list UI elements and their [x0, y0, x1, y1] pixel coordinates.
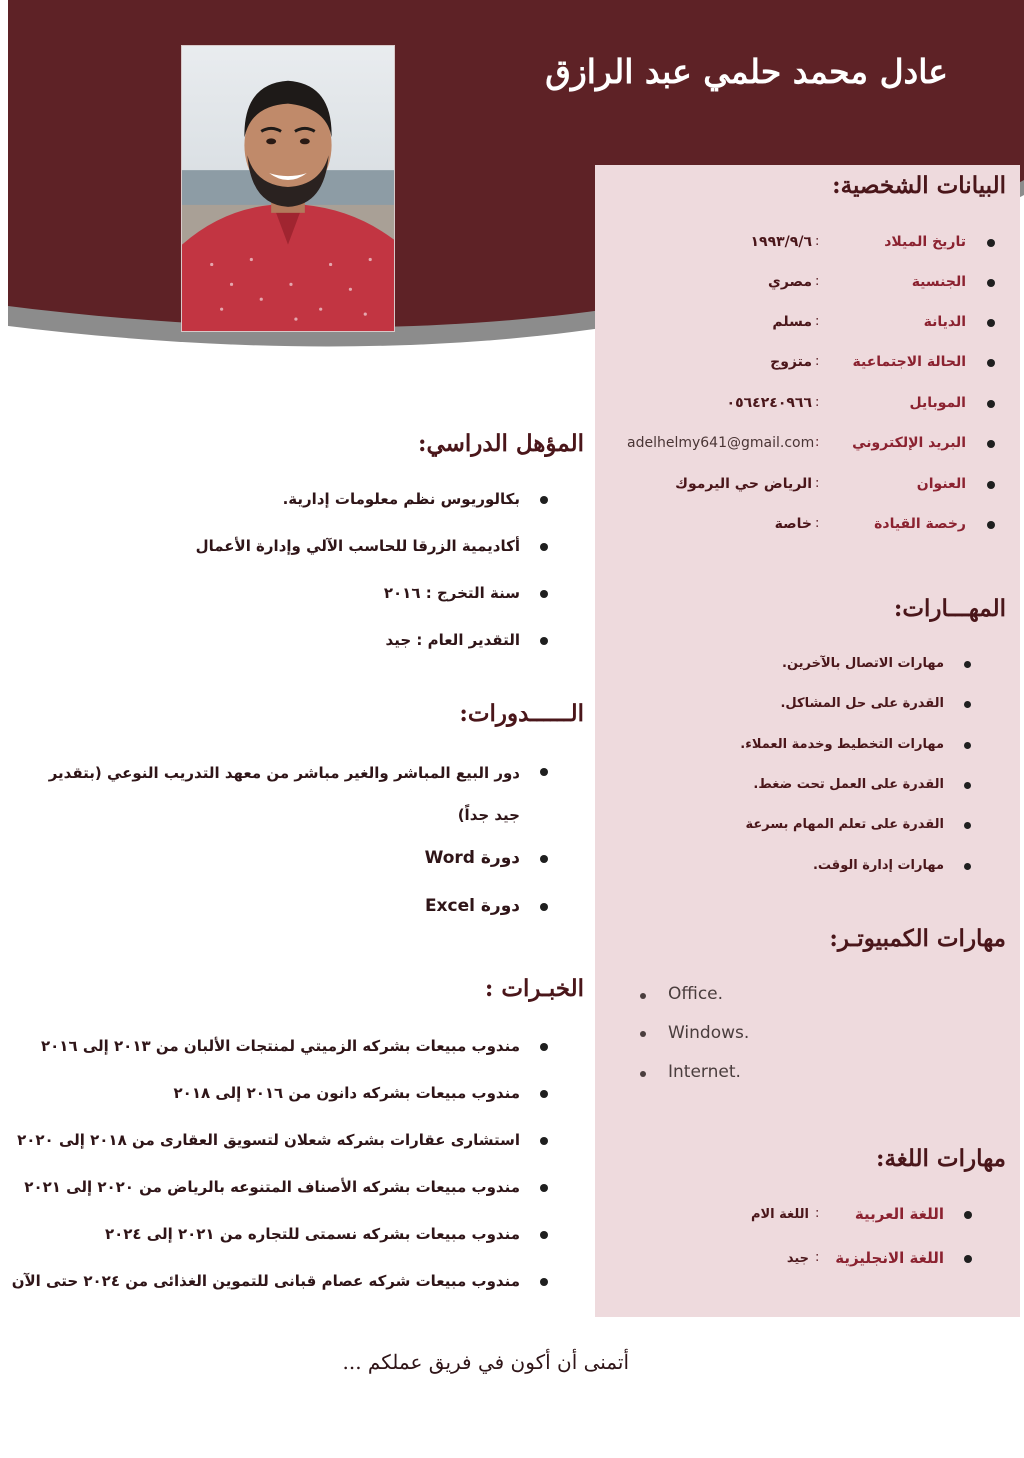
personal-section-title: البيانات الشخصية: — [832, 172, 1006, 199]
skill-item: مهارات إدارة الوقت. — [812, 858, 944, 873]
bullet-icon — [640, 1031, 646, 1037]
education-item: التقدير العام : جيد — [385, 631, 520, 649]
skill-item: القدرة على حل المشاكل. — [780, 696, 944, 711]
experience-item: مندوب مبيعات بشركه الزميتي لمنتجات الألبان من ٢٠١٣ إلى ٢٠١٦ — [41, 1037, 520, 1055]
info-value: الرياض حي اليرموك — [675, 476, 812, 492]
info-value: ٠٥٦٤٢٤٠٩٦٦ — [726, 395, 812, 411]
education-item: بكالوريوس نظم معلومات إدارية. — [282, 490, 520, 508]
language-level: جيد — [786, 1251, 809, 1266]
course-item: دورة Excel — [424, 896, 520, 916]
info-separator: : — [815, 1206, 820, 1221]
bullet-icon — [964, 1211, 972, 1219]
experience-item: مندوب مبيعات بشركه نسمتى للتجاره من ٢٠٢١ إلى ٢٠٢٤ — [104, 1225, 520, 1243]
info-separator: : — [815, 274, 820, 289]
computer-section-title: مهارات الكمبيوتـر: — [829, 925, 1006, 952]
info-label: الجنسية — [911, 274, 966, 290]
info-separator: : — [815, 435, 820, 450]
info-separator: : — [815, 516, 820, 531]
info-label: رخصة القيادة — [874, 516, 966, 532]
bullet-icon — [540, 1184, 548, 1192]
bullet-icon — [540, 1137, 548, 1145]
experience-item: مندوب مبيعات شركه عصام قبانى للتموين الغذائى من ٢٠٢٤ حتى الآن — [11, 1272, 520, 1290]
info-label: تاريخ الميلاد — [884, 234, 966, 250]
info-label: الديانة — [923, 314, 966, 330]
profile-photo — [181, 45, 395, 332]
language-level: اللغة الام — [750, 1207, 809, 1222]
info-value: خاصة — [774, 516, 812, 532]
info-label: الموبايل — [909, 395, 966, 411]
full-name: عادل محمد حلمي عبد الرازق — [545, 52, 948, 91]
info-separator: : — [815, 354, 820, 369]
bullet-icon — [640, 1071, 646, 1077]
bullet-icon — [987, 279, 995, 287]
courses-section-title: الــــــدورات: — [459, 700, 584, 727]
bullet-icon — [540, 855, 548, 863]
computer-skill: Windows. — [668, 1023, 750, 1043]
info-separator: : — [815, 1250, 820, 1265]
computer-skill: Office. — [668, 984, 724, 1004]
bullet-icon — [987, 319, 995, 327]
computer-skill: Internet. — [668, 1062, 741, 1082]
info-separator: : — [815, 314, 820, 329]
bullet-icon — [540, 1043, 548, 1051]
skill-item: مهارات الاتصال بالآخرين. — [782, 656, 944, 671]
info-separator: : — [815, 234, 820, 249]
bullet-icon — [540, 590, 548, 598]
bullet-icon — [540, 903, 548, 911]
bullet-icon — [964, 701, 971, 708]
bullet-icon — [540, 496, 548, 504]
skills-section-title: المهـــارات: — [893, 595, 1006, 622]
info-label: العنوان — [916, 476, 966, 492]
bullet-icon — [987, 239, 995, 247]
info-label: الحالة الاجتماعية — [852, 354, 966, 370]
bullet-icon — [964, 1255, 972, 1263]
skill-item: القدرة على العمل تحت ضغط. — [753, 777, 944, 792]
bullet-icon — [540, 1278, 548, 1286]
language-name: اللغة الانجليزية — [835, 1249, 944, 1267]
bullet-icon — [987, 400, 995, 408]
info-value: مسلم — [772, 314, 812, 330]
bullet-icon — [540, 1090, 548, 1098]
skill-item: القدرة على تعلم المهام بسرعة — [745, 817, 944, 832]
bullet-icon — [987, 359, 995, 367]
bullet-icon — [987, 521, 995, 529]
experience-item: مندوب مبيعات بشركه الأصناف المتنوعه بالرياض من ٢٠٢٠ إلى ٢٠٢١ — [24, 1178, 520, 1196]
education-item: سنة التخرج : ٢٠١٦ — [383, 584, 520, 602]
bullet-icon — [964, 863, 971, 870]
closing-line: أتمنى أن أكون في فريق عملكم ... — [342, 1350, 629, 1374]
info-label: البريد الإلكتروني — [852, 435, 966, 451]
info-value: متزوج — [770, 354, 812, 370]
bullet-icon — [987, 481, 995, 489]
bullet-icon — [540, 1231, 548, 1239]
bullet-icon — [964, 782, 971, 789]
info-value: مصري — [767, 274, 812, 290]
bullet-icon — [964, 742, 971, 749]
bullet-icon — [987, 440, 995, 448]
experience-item: استشارى عقارات بشركه شعلان لتسويق العقارى من ٢٠١٨ إلى ٢٠٢٠ — [17, 1131, 520, 1149]
bullet-icon — [540, 768, 548, 776]
bullet-icon — [640, 993, 646, 999]
info-separator: : — [815, 476, 820, 491]
experience-section-title: الخبـرات : — [484, 975, 584, 1002]
bullet-icon — [540, 637, 548, 645]
bullet-icon — [964, 661, 971, 668]
skill-item: مهارات التخطيط وخدمة العملاء. — [740, 737, 944, 752]
course-item: دور البيع المباشر والغير مباشر من معهد التدريب النوعي (بتقدير جيد جداً) — [48, 764, 520, 824]
bullet-icon — [964, 822, 971, 829]
languages-section-title: مهارات اللغة: — [875, 1145, 1006, 1172]
info-value: ١٩٩٣/٩/٦ — [750, 234, 812, 250]
language-name: اللغة العربية — [854, 1205, 944, 1223]
info-separator: : — [815, 395, 820, 410]
course-item: دورة Word — [424, 848, 520, 868]
email-value: adelhelmy641@gmail.com — [627, 435, 815, 451]
education-section-title: المؤهل الدراسي: — [417, 430, 584, 457]
education-item: أكاديمية الزرقا للحاسب الآلي وإدارة الأعمال — [195, 537, 520, 555]
experience-item: مندوب مبيعات بشركه دانون من ٢٠١٦ إلى ٢٠١٨ — [173, 1084, 520, 1102]
bullet-icon — [540, 543, 548, 551]
